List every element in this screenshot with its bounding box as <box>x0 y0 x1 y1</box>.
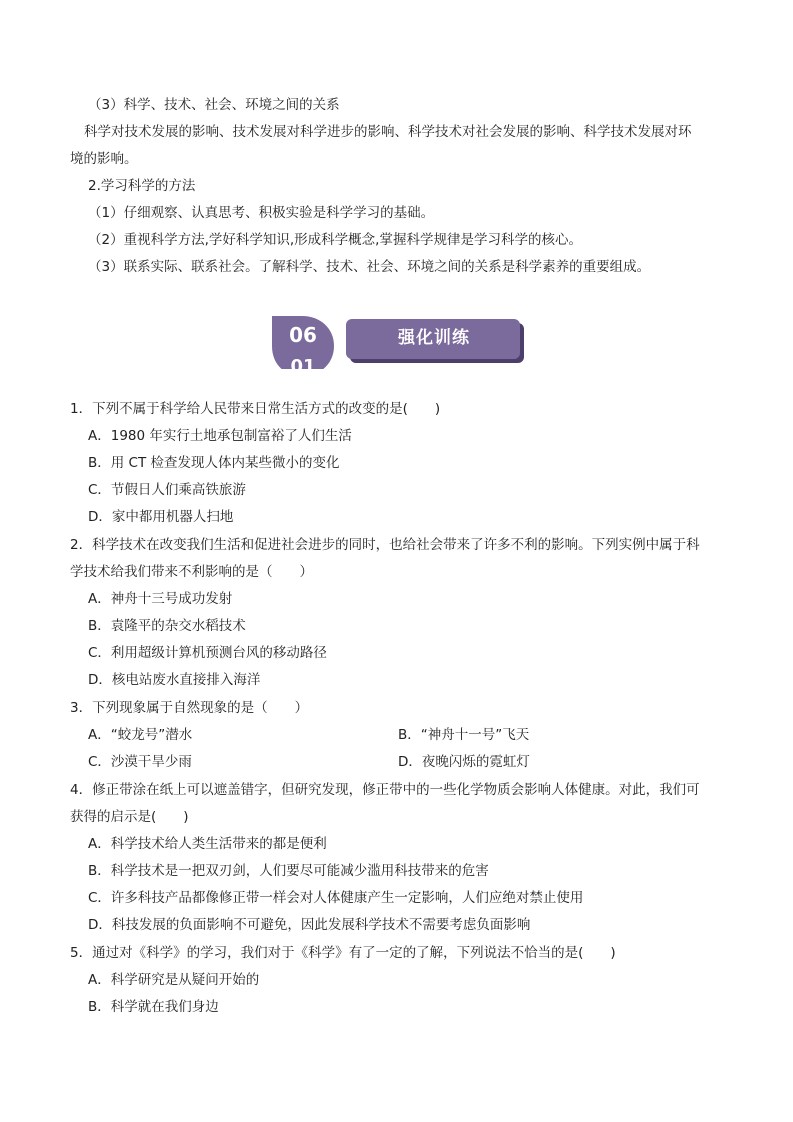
section-paragraph-line: 科学对技术发展的影响、技术发展对科学进步的影响、科学技术对社会发展的影响、科学技术发展对环 <box>84 124 692 140</box>
question-stem: 获得的启示是( ) <box>70 809 189 825</box>
question-option: D．核电站废水直接排入海洋 <box>88 672 261 688</box>
question-option: B．科学技术是一把双刃剑，人们要尽可能减少滥用科技带来的危害 <box>88 863 489 879</box>
question-option: D．夜晚闪烁的霓虹灯 <box>398 754 530 770</box>
methods-heading: 2.学习科学的方法 <box>88 178 196 194</box>
question-option: C．节假日人们乘高铁旅游 <box>88 482 246 498</box>
question-option: A．“蛟龙号”潜水 <box>88 727 193 743</box>
banner-title: 强化训练 <box>398 328 470 348</box>
question-option: C．沙漠干旱少雨 <box>88 754 192 770</box>
section-heading: （3）科学、技术、社会、环境之间的关系 <box>88 97 340 113</box>
question-option: D．科技发展的负面影响不可避免，因此发展科学技术不需要考虑负面影响 <box>88 917 531 933</box>
methods-item: （3）联系实际、联系社会。了解科学、技术、社会、环境之间的关系是科学素养的重要组成。 <box>88 259 651 275</box>
question-option: A．科学研究是从疑问开始的 <box>88 972 260 988</box>
methods-item: （1）仔细观察、认真思考、积极实验是科学学习的基础。 <box>88 205 435 221</box>
banner-number-cut: 01 <box>290 356 316 372</box>
question-stem: 2．科学技术在改变我们生活和促进社会进步的同时，也给社会带来了许多不利的影响。下列实例中属于科 <box>70 537 700 553</box>
question-stem: 5．通过对《科学》的学习，我们对于《科学》有了一定的了解，下列说法不恰当的是( ) <box>70 945 616 961</box>
question-option: A．科学技术给人类生活带来的都是便利 <box>88 836 327 852</box>
question-option: A．神舟十三号成功发射 <box>88 591 233 607</box>
question-option: B．用 CT 检查发现人体内某些微小的变化 <box>88 455 340 471</box>
question-option: A．1980 年实行土地承包制富裕了人们生活 <box>88 428 352 444</box>
question-option: D．家中都用机器人扫地 <box>88 509 234 525</box>
question-option: B．袁隆平的杂交水稻技术 <box>88 618 246 634</box>
question-option: B．“神舟十一号”飞天 <box>398 727 530 743</box>
question-stem: 学技术给我们带来不利影响的是（ ） <box>70 564 313 580</box>
question-stem: 3．下列现象属于自然现象的是（ ） <box>70 700 309 716</box>
question-option: B．科学就在我们身边 <box>88 999 219 1015</box>
question-stem: 1．下列不属于科学给人民带来日常生活方式的改变的是( ) <box>70 401 441 417</box>
question-option: C．许多科技产品都像修正带一样会对人体健康产生一定影响，人们应绝对禁止使用 <box>88 890 584 906</box>
methods-item: （2）重视科学方法,学好科学知识,形成科学概念,掌握科学规律是学习科学的核心。 <box>88 232 582 248</box>
section-paragraph-line: 境的影响。 <box>70 151 138 167</box>
banner-number: 06 <box>289 323 317 347</box>
question-stem: 4．修正带涂在纸上可以遮盖错字，但研究发现，修正带中的一些化学物质会影响人体健康。对此，我们可 <box>70 782 700 798</box>
question-option: C．利用超级计算机预测台风的移动路径 <box>88 645 327 661</box>
